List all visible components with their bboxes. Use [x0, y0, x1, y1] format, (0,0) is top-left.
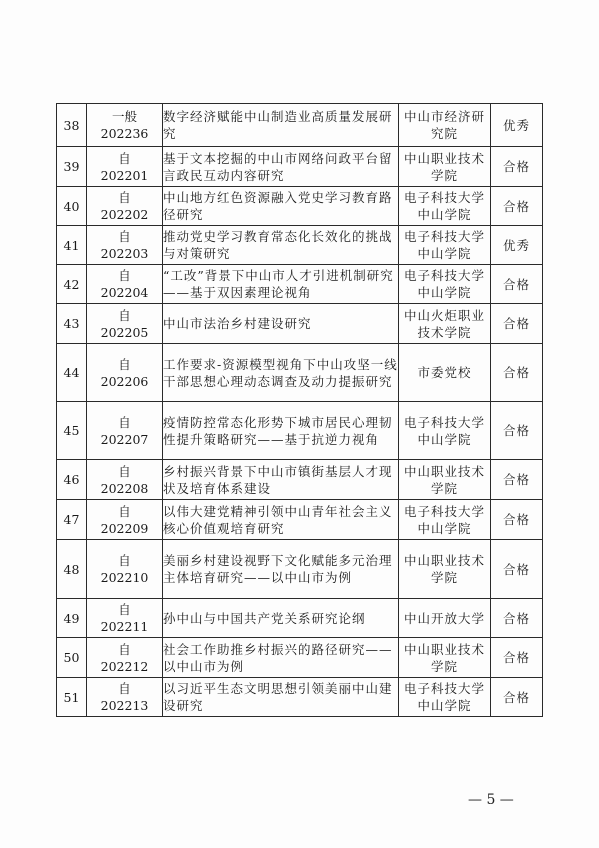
project-category: 自	[118, 553, 131, 568]
project-code-number: 202209	[100, 520, 149, 536]
evaluation-result: 合格	[491, 344, 543, 402]
page-number: — 5 —	[468, 792, 514, 808]
project-category: 自	[118, 414, 131, 430]
project-category: 自	[118, 150, 131, 166]
table-row	[57, 187, 543, 226]
project-category: 自	[118, 602, 131, 617]
project-category: 自	[118, 268, 131, 283]
research-unit: 市委党校	[399, 344, 491, 402]
table-row	[57, 304, 543, 344]
project-category: 自	[118, 229, 131, 244]
table-row	[57, 402, 543, 460]
research-unit: 中山火炬职业技术学院	[399, 304, 491, 344]
project-code-number: 202212	[100, 658, 149, 674]
project-code	[87, 500, 163, 540]
project-code	[87, 265, 163, 304]
project-category: 自	[118, 503, 131, 519]
evaluation-result: 合格	[491, 678, 543, 717]
table-row	[57, 344, 543, 402]
row-number: 46	[57, 460, 87, 500]
research-unit: 中山职业技术学院	[399, 460, 491, 500]
project-title: 美丽乡村建设视野下文化赋能多元治理主体培育研究——以中山市为例	[163, 540, 399, 599]
research-unit: 电子科技大学中山学院	[399, 187, 491, 226]
project-code-number: 202201	[100, 167, 149, 183]
table-row	[57, 599, 543, 638]
project-code-number: 202213	[100, 698, 149, 713]
project-title: 推动党史学习教育常态化长效化的挑战与对策研究	[163, 226, 399, 265]
evaluation-result: 合格	[491, 599, 543, 638]
project-code-number: 202210	[100, 570, 149, 585]
project-code-number: 202202	[100, 207, 149, 222]
project-code	[87, 678, 163, 717]
project-code	[87, 304, 163, 344]
row-number: 47	[57, 500, 87, 540]
evaluation-result: 优秀	[491, 104, 543, 147]
row-number: 42	[57, 265, 87, 304]
row-number: 49	[57, 599, 87, 638]
project-title: 以伟大建党精神引领中山青年社会主义核心价值观培育研究	[163, 500, 399, 540]
evaluation-result: 合格	[491, 460, 543, 500]
table-row	[57, 104, 543, 147]
table-row	[57, 226, 543, 265]
table-row	[57, 638, 543, 678]
project-category: 自	[118, 307, 131, 323]
project-category: 自	[118, 356, 131, 372]
row-number: 44	[57, 344, 87, 402]
evaluation-result: 优秀	[491, 226, 543, 265]
evaluation-result: 合格	[491, 500, 543, 540]
row-number: 51	[57, 678, 87, 717]
project-code	[87, 638, 163, 678]
row-number: 50	[57, 638, 87, 678]
evaluation-result: 合格	[491, 540, 543, 599]
row-number: 45	[57, 402, 87, 460]
project-code-number: 202236	[100, 126, 149, 141]
project-title: 基于文本挖掘的中山市网络问政平台留言政民互动内容研究	[163, 147, 399, 187]
project-code	[87, 402, 163, 460]
table-row	[57, 678, 543, 717]
project-code	[87, 104, 163, 147]
research-unit: 电子科技大学中山学院	[399, 226, 491, 265]
project-results-table	[56, 103, 543, 717]
project-code	[87, 460, 163, 500]
project-title: 数字经济赋能中山制造业高质量发展研究	[163, 104, 399, 147]
table-row	[57, 147, 543, 187]
project-category: 自	[118, 463, 131, 479]
project-category: 自	[118, 641, 131, 657]
project-code	[87, 147, 163, 187]
research-unit: 电子科技大学中山学院	[399, 678, 491, 717]
project-title: “工改”背景下中山市人才引进机制研究——基于双因素理论视角	[163, 265, 399, 304]
project-code	[87, 599, 163, 638]
table-row	[57, 500, 543, 540]
project-title: 以习近平生态文明思想引领美丽中山建设研究	[163, 678, 399, 717]
project-category: 自	[118, 681, 131, 696]
research-unit: 电子科技大学中山学院	[399, 265, 491, 304]
row-number: 48	[57, 540, 87, 599]
row-number: 41	[57, 226, 87, 265]
project-code-number: 202203	[100, 246, 149, 261]
research-unit: 电子科技大学中山学院	[399, 500, 491, 540]
evaluation-result: 合格	[491, 304, 543, 344]
research-unit: 电子科技大学中山学院	[399, 402, 491, 460]
research-unit: 中山职业技术学院	[399, 540, 491, 599]
research-unit: 中山职业技术学院	[399, 147, 491, 187]
project-code	[87, 226, 163, 265]
evaluation-result: 合格	[491, 147, 543, 187]
evaluation-result: 合格	[491, 265, 543, 304]
evaluation-result: 合格	[491, 187, 543, 226]
project-title: 孙中山与中国共产党关系研究论纲	[163, 599, 399, 638]
row-number: 40	[57, 187, 87, 226]
research-unit: 中山职业技术学院	[399, 638, 491, 678]
table-row	[57, 540, 543, 599]
evaluation-result: 合格	[491, 402, 543, 460]
project-title: 工作要求-资源模型视角下中山攻坚一线干部思想心理动态调查及动力提振研究	[163, 344, 399, 402]
project-code-number: 202205	[100, 324, 149, 340]
project-code-number: 202206	[100, 373, 149, 389]
project-code-number: 202211	[100, 619, 149, 634]
project-category: 一般	[111, 109, 137, 124]
project-code	[87, 344, 163, 402]
project-category: 自	[118, 190, 131, 205]
project-code	[87, 540, 163, 599]
table-row	[57, 265, 543, 304]
row-number: 43	[57, 304, 87, 344]
project-title: 中山地方红色资源融入党史学习教育路径研究	[163, 187, 399, 226]
row-number: 38	[57, 104, 87, 147]
project-title: 社会工作助推乡村振兴的路径研究——以中山市为例	[163, 638, 399, 678]
project-code-number: 202208	[100, 480, 149, 496]
row-number: 39	[57, 147, 87, 187]
project-title: 疫情防控常态化形势下城市居民心理韧性提升策略研究——基于抗逆力视角	[163, 402, 399, 460]
project-title: 乡村振兴背景下中山市镇街基层人才现状及培育体系建设	[163, 460, 399, 500]
project-code	[87, 187, 163, 226]
project-title: 中山市法治乡村建设研究	[163, 304, 399, 344]
project-code-number: 202204	[100, 285, 149, 300]
evaluation-result: 合格	[491, 638, 543, 678]
project-code-number: 202207	[100, 431, 149, 447]
research-unit: 中山开放大学	[399, 599, 491, 638]
research-unit: 中山市经济研究院	[399, 104, 491, 147]
table-row	[57, 460, 543, 500]
